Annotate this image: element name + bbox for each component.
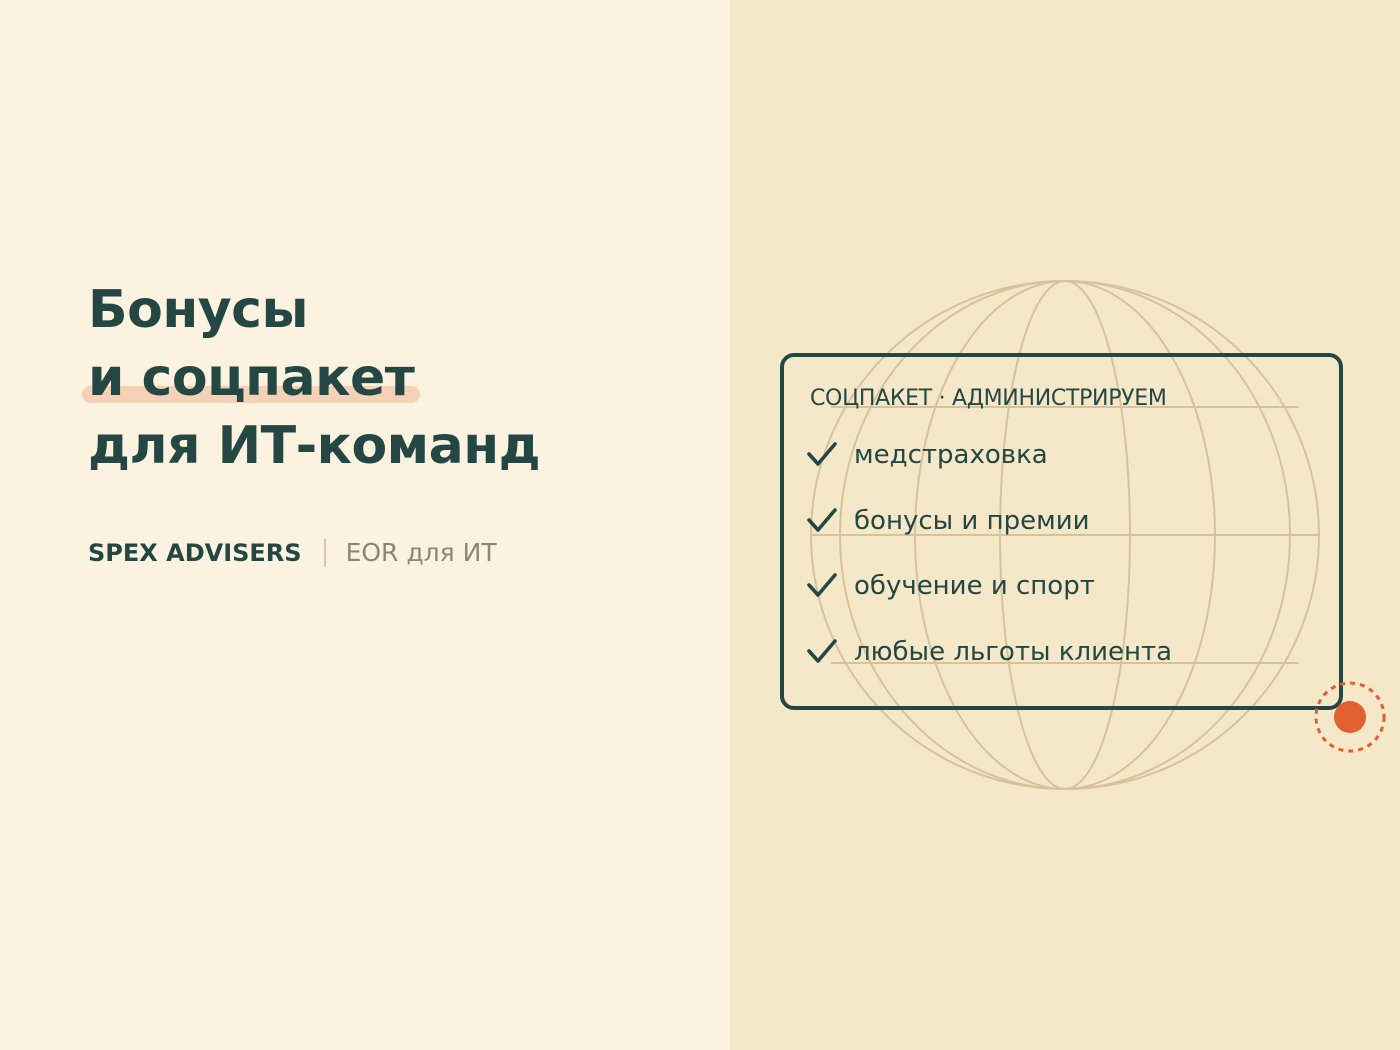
location-dot-icon xyxy=(1313,680,1387,754)
check-icon xyxy=(806,439,838,471)
card-title: СОЦПАКЕТ · АДМИНИСТРИРУЕМ xyxy=(810,386,1167,411)
list-item xyxy=(806,505,1090,537)
brand-divider xyxy=(324,539,326,567)
check-icon xyxy=(806,636,838,668)
headline-line-2-wrapper xyxy=(88,344,540,412)
list-item xyxy=(806,636,1172,668)
check-icon xyxy=(806,570,838,602)
list-item xyxy=(806,439,1048,471)
list-item-label: бонусы и премии xyxy=(854,506,1090,536)
headline-line-1: Бонусы xyxy=(88,280,309,340)
list-item-label: любые льготы клиента xyxy=(854,637,1173,667)
headline-line-2: и соцпакет xyxy=(88,344,414,412)
brand-tagline: EOR для ИТ xyxy=(345,538,497,567)
list-item-label: обучение и спорт xyxy=(854,571,1095,601)
brand-name: SPEX ADVISERS xyxy=(88,538,302,567)
brand-row xyxy=(88,538,497,567)
list-item xyxy=(806,570,1095,602)
list-item-label: медстраховка xyxy=(854,440,1048,470)
check-icon xyxy=(806,505,838,537)
headline xyxy=(88,276,540,480)
headline-line-3: для ИТ-команд xyxy=(88,416,541,476)
